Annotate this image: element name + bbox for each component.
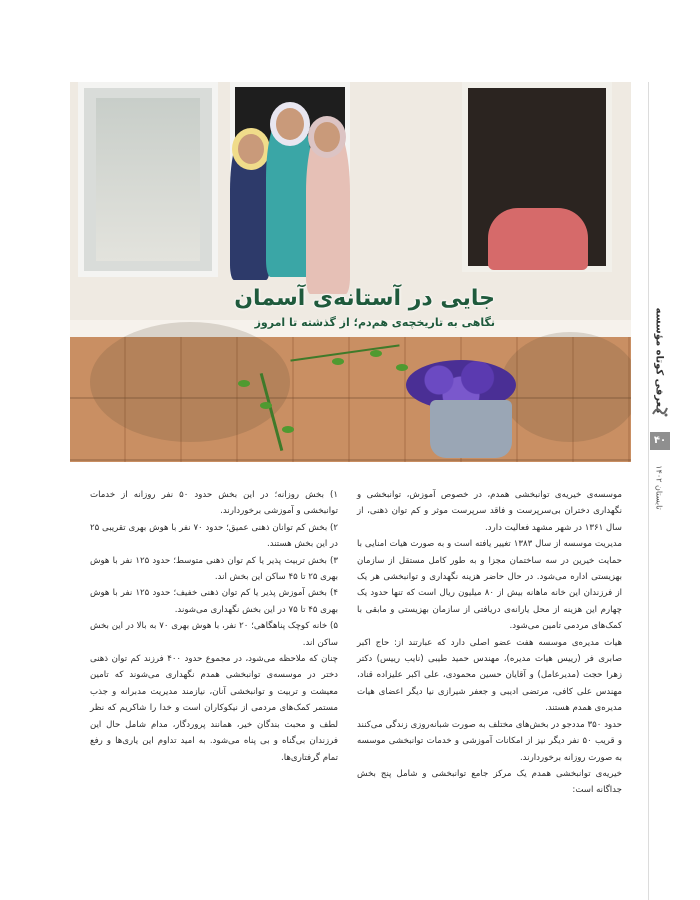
list-item: ۴) بخش آموزش پذیر یا کم توان ذهنی خفیف؛ حدود ۱۲۵ نفر با هوش بهری ۴۵ تا ۷۵ در این بخش نگهداری می‌شوند. [90,588,338,615]
section-label-text: معرفی کوتاه مؤسسه [653,307,665,413]
plant-leaf [370,350,382,357]
plant-leaf [396,364,408,371]
list-item: ۳) بخش تربیت پذیر یا کم توان ذهنی متوسط؛ حدود ۱۲۵ نفر با هوش بهری ۲۵ تا ۴۵ ساکن این بخش اند. [90,555,338,583]
plant-leaf [282,426,294,433]
paragraph: حدود ۳۵۰ مددجو در بخش‌های مختلف به صورت شبانه‌روزی زندگی می‌کنند و قریب ۵۰ نفر دیگر نیز از امکانات آموزشی و خدمات توانبخشی موسسه به صورت روزانه برخوردارند. [357,719,622,763]
flower-pot [430,400,512,458]
right-window [462,82,612,272]
article-title: جایی در آستانه‌ی آسمان [234,286,495,311]
pink-chair [488,208,588,270]
list-item: ۵) خانه کوچک پناهگاهی؛ ۲۰ نفر، با هوش بهری ۷۰ به بالا در این بخش ساکن اند. [90,621,338,648]
paragraph: خیریه‌ی توانبخشی همدم یک مرکز جامع توانبخشی و شامل پنج بخش جداگانه است: [357,768,622,796]
girl-middle-face [276,108,304,140]
tree-shadow [90,322,290,442]
hamdam-logo-icon [651,404,669,418]
left-window [78,82,218,277]
section-label [648,300,670,420]
tree-shadow [500,332,631,442]
page-number: ۴۰ [650,432,670,450]
plant-leaf [332,358,344,365]
plant-leaf [260,402,272,409]
issue-season-text: تابستان ۱۴۰۲ [654,464,664,510]
paragraph: مدیریت موسسه از سال ۱۳۸۳ تغییر یافته است و به صورت هیات امنایی با حمایت خیرین در سه ساختمان مجزا و به طور کامل مستقل از سازمان بهزیستی اداره می‌شود. در حال حاضر هزینه نگهداری و توانبخشی هر یک از فرزندان این خانه ماهانه بیش از ۸۰ میلیون ریال است که تنها حدود یک چهارم این هزینه از محل یارانه‌ی دریافتی از سازمان بهزیستی و مابقی با کمک‌های مردمی تامین می‌شود. [357,539,623,632]
issue-season [648,452,670,522]
paragraph: موسسه‌ی خیریه‌ی توانبخشی همدم، در خصوص آموزش، توانبخشی و نگهداری دختران بی‌سرپرست و فاقد سرپرست موثر و کم توان ذهنی، از سال ۱۳۶۱ در شهر مشهد فعالیت دارد. [357,490,622,533]
list-item: ۲) بخش کم توانان ذهنی عمیق؛ حدود ۷۰ نفر با هوش بهری تقریبی ۲۵ در این بخش هستند. [90,522,338,550]
left-text-column [90,487,338,766]
list-item: ۱) بخش روزانه؛ در این بخش حدود ۵۰ نفر روزانه از خدمات توانبخشی و آموزشی برخوردارند. [90,490,339,517]
plant-leaf [238,380,250,387]
right-text-column [357,487,622,799]
article-photo [70,82,631,462]
paragraph: هیات مدیره‌ی موسسه هفت عضو اصلی دارد که عبارتند از: حاج اکبر صابری فر (رییس هیات مدیره)، مهندس حمید طیبی (نایب رییس) دکتر زهرا حجت (مدیرعامل) و آقایان حسین محمودی، علی اکبر علیزاده قناد، مهندس علی کافی، مرتضی ادیبی و جعفر شیرازی نیا دیگر اعضای هیات مدیره‌ی همدم هستند. [357,637,622,714]
girl-left-face [238,134,264,164]
paragraph: چنان که ملاحظه می‌شود، در مجموع حدود ۴۰۰ فرزند کم توان ذهنی دختر در موسسه‌ی توانبخشی همدم نگهداری می‌شوند که تامین معیشت و تربیت و توانبخشی آنان، نیازمند مدیریت مدبرانه و جذب مستمر کمک‌های مردمی از نیکوکاران است و خدا را شاکریم که نظر لطف و محبت بندگان خیر، همانند پروردگار، مدام شامل حال این فرزندان بی‌گناه و بی پناه می‌شود. به امید تداوم این یاری‌ها و رفع تمام گرفتاری‌ها. [90,654,338,763]
girl-right-face [314,122,340,152]
article-subtitle: نگاهی به تاریخچه‌ی هم‌دم؛ از گذشته تا امروز [254,316,495,329]
